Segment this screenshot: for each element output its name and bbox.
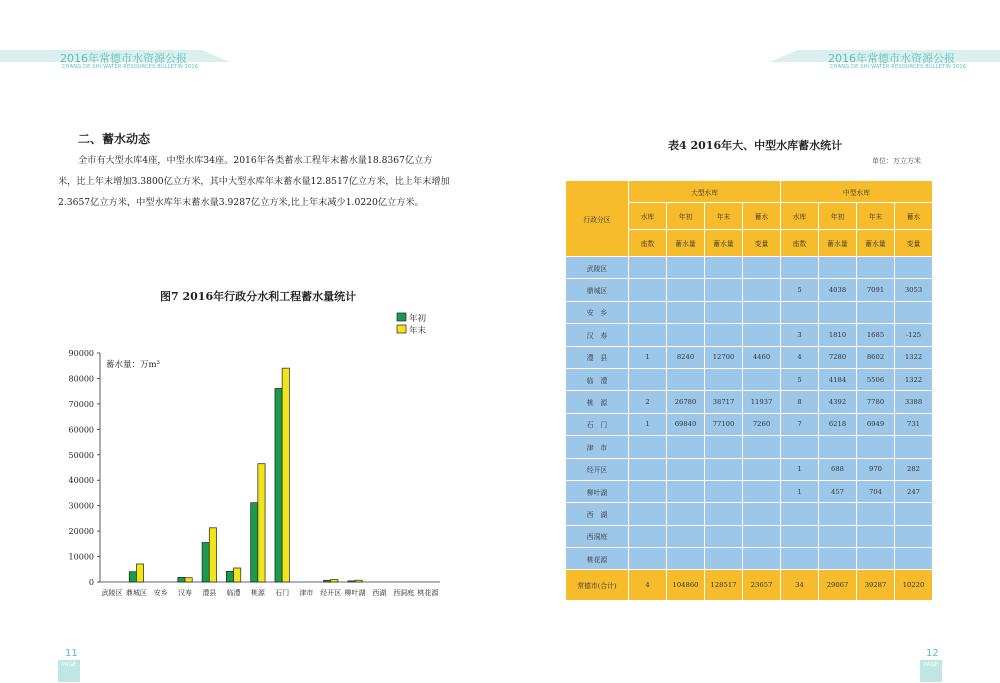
sub-header: 年末: [705, 203, 743, 230]
table-cell: [705, 257, 743, 279]
table-cell: [895, 257, 933, 279]
table-cell: 8602: [857, 346, 895, 368]
table-row: [566, 436, 933, 458]
total-cell: 29067: [819, 570, 857, 601]
x-tick-label: 西湖: [372, 589, 387, 597]
sub-header: 变量: [895, 230, 933, 257]
table-cell: 970: [857, 458, 895, 480]
sub-header: 年初: [819, 203, 857, 230]
y-tick-label: 20000: [68, 527, 94, 537]
col-district: 行政分区: [566, 181, 629, 257]
table-row: [566, 503, 933, 525]
table-row: [566, 548, 933, 570]
table-cell: [705, 436, 743, 458]
table-row: [566, 346, 933, 368]
table-cell: 731: [895, 413, 933, 435]
bar-begin: [275, 388, 282, 582]
table-cell: 3388: [895, 391, 933, 413]
row-district: 津 市: [566, 436, 629, 458]
table-cell: [819, 503, 857, 525]
y-tick-label: 70000: [68, 399, 94, 409]
bar-begin: [348, 581, 355, 582]
table-cell: 77100: [705, 413, 743, 435]
table-cell: 704: [857, 480, 895, 502]
table-cell: 4038: [819, 279, 857, 301]
table-cell: [667, 279, 705, 301]
x-tick-label: 鼎城区: [125, 589, 147, 597]
table-cell: 5506: [857, 368, 895, 390]
page-number-right: 12: [926, 648, 939, 659]
table-cell: 247: [895, 480, 933, 502]
bar-begin: [324, 580, 331, 582]
table-cell: [857, 436, 895, 458]
table-cell: [667, 480, 705, 502]
table-cell: [667, 257, 705, 279]
table-cell: [629, 503, 667, 525]
x-tick-label: 临澧: [226, 589, 241, 597]
table-cell: 7: [781, 413, 819, 435]
table-cell: 5: [781, 279, 819, 301]
table-cell: [629, 436, 667, 458]
table-cell: 457: [819, 480, 857, 502]
y-axis-label: 蓄水量：万m³: [106, 360, 160, 370]
table-cell: [857, 301, 895, 323]
row-district: 西 湖: [566, 503, 629, 525]
row-district: 汉 寿: [566, 324, 629, 346]
sub-header: 蓄水量: [857, 230, 895, 257]
bar-end: [355, 580, 362, 582]
legend-label: 年末: [409, 326, 427, 336]
reservoir-table: [565, 180, 933, 601]
bar-end: [136, 564, 143, 582]
bar-end: [331, 580, 338, 582]
table-row: [566, 301, 933, 323]
table-cell: [781, 503, 819, 525]
sub-header: 水库: [629, 203, 667, 230]
table-cell: 2: [629, 391, 667, 413]
table-cell: 69840: [667, 413, 705, 435]
row-district: 临 澧: [566, 368, 629, 390]
table-row: [566, 413, 933, 435]
table-cell: 1: [781, 480, 819, 502]
header-subtitle-right: CHANG DE SHI WATER RESOURCES BULLETIN 2016: [830, 64, 967, 70]
bar-begin: [226, 571, 233, 582]
table-cell: 1322: [895, 368, 933, 390]
x-tick-label: 汉寿: [178, 589, 192, 597]
y-tick-label: 30000: [68, 501, 94, 511]
row-district: 桃花源: [566, 548, 629, 570]
table-cell: 6949: [857, 413, 895, 435]
legend-label: 年初: [409, 314, 427, 324]
table-cell: [743, 257, 781, 279]
x-tick-label: 石门: [275, 589, 290, 597]
table-cell: 12700: [705, 346, 743, 368]
table-cell: [857, 525, 895, 547]
table-cell: [857, 503, 895, 525]
y-tick-label: 40000: [68, 476, 94, 486]
y-tick-label: 0: [88, 578, 94, 587]
table-cell: [743, 525, 781, 547]
table-cell: [857, 257, 895, 279]
table-cell: 282: [895, 458, 933, 480]
table-cell: [667, 368, 705, 390]
table-cell: [629, 480, 667, 502]
x-tick-label: 西洞庭: [393, 589, 415, 597]
table-cell: [781, 257, 819, 279]
table-cell: [667, 436, 705, 458]
total-cell: 34: [781, 570, 819, 601]
bar-end: [282, 368, 289, 582]
table-cell: 8: [781, 391, 819, 413]
y-tick-label: 50000: [68, 450, 94, 460]
table-cell: 4392: [819, 391, 857, 413]
table-cell: [667, 525, 705, 547]
table-cell: [819, 548, 857, 570]
table-cell: [705, 458, 743, 480]
x-tick-label: 桃源: [250, 589, 265, 597]
sub-header: 蓄水量: [819, 230, 857, 257]
total-cell: 128517: [705, 570, 743, 601]
table-cell: [781, 548, 819, 570]
table-cell: [629, 257, 667, 279]
table-cell: [743, 480, 781, 502]
body-paragraph: 全市有大型水库4座，中型水库34座。2016年各类蓄水工程年末蓄水量18.8367亿立方米，比上年末增加3.3800亿立方米，其中大型水库年末蓄水量12.8517亿立方米，比上年末增加2.3657亿立方米，中型水库年末蓄水量3.9287亿立方米,比上年末减少1.0220亿立方米。: [58, 155, 450, 208]
table-cell: [667, 301, 705, 323]
table-cell: 1322: [895, 346, 933, 368]
table-cell: [667, 324, 705, 346]
sub-header: 座数: [781, 230, 819, 257]
table-cell: [705, 301, 743, 323]
table-cell: 1: [629, 413, 667, 435]
table-cell: 3053: [895, 279, 933, 301]
table-cell: [705, 548, 743, 570]
table-cell: 3: [781, 324, 819, 346]
table-total-row: [566, 570, 933, 601]
table-cell: [629, 368, 667, 390]
figure-title: 图7 2016年行政分水利工程蓄水量统计: [160, 290, 357, 303]
bar-begin: [251, 503, 258, 582]
table-row: [566, 279, 933, 301]
table-row: [566, 480, 933, 502]
table-cell: [743, 301, 781, 323]
bar-end: [209, 528, 216, 582]
sub-header: 蓄水量: [705, 230, 743, 257]
row-district: 鼎城区: [566, 279, 629, 301]
table-cell: [629, 279, 667, 301]
table-cell: 5: [781, 368, 819, 390]
row-district: 安 乡: [566, 301, 629, 323]
y-tick-label: 60000: [68, 425, 94, 435]
table-cell: [705, 480, 743, 502]
sub-header: 变量: [743, 230, 781, 257]
group-medium: 中型水库: [781, 181, 933, 203]
table-title: 表4 2016年大、中型水库蓄水统计: [668, 139, 843, 152]
table-row: [566, 391, 933, 413]
table-cell: [629, 458, 667, 480]
table-cell: [667, 503, 705, 525]
table-cell: 4184: [819, 368, 857, 390]
table-cell: [781, 301, 819, 323]
table-cell: [895, 548, 933, 570]
table-cell: 26780: [667, 391, 705, 413]
table-cell: [781, 525, 819, 547]
table-cell: [743, 324, 781, 346]
x-tick-label: 柳叶湖: [344, 589, 366, 597]
table-cell: 38717: [705, 391, 743, 413]
table-cell: [819, 257, 857, 279]
bar-begin: [202, 543, 209, 582]
bar-begin: [129, 572, 136, 582]
table-cell: [705, 525, 743, 547]
x-tick-label: 武陵区: [101, 589, 123, 597]
table-cell: 4460: [743, 346, 781, 368]
header-title-left: 2016年常德市水资源公报: [60, 52, 187, 65]
total-cell: 104860: [667, 570, 705, 601]
row-district: 西洞庭: [566, 525, 629, 547]
total-cell: 4: [629, 570, 667, 601]
table-unit: 单位：万立方米: [872, 157, 921, 165]
table-cell: [629, 301, 667, 323]
table-cell: [819, 525, 857, 547]
table-cell: 7260: [743, 413, 781, 435]
table-cell: [629, 548, 667, 570]
page-badge-left: PAGE: [58, 660, 80, 682]
table-cell: [705, 503, 743, 525]
legend-swatch: [397, 325, 406, 333]
table-row: [566, 525, 933, 547]
table-cell: 1685: [857, 324, 895, 346]
total-cell: 39287: [857, 570, 895, 601]
row-district: 石 门: [566, 413, 629, 435]
table-row: [566, 257, 933, 279]
table-cell: [895, 503, 933, 525]
table-cell: -125: [895, 324, 933, 346]
table-cell: [743, 503, 781, 525]
total-cell: 23657: [743, 570, 781, 601]
table-cell: [743, 368, 781, 390]
table-cell: [743, 279, 781, 301]
table-cell: [667, 458, 705, 480]
table-row: [566, 324, 933, 346]
sub-header: 蓄水量: [667, 230, 705, 257]
total-cell: 10220: [895, 570, 933, 601]
sub-header: 水库: [781, 203, 819, 230]
y-tick-label: 10000: [68, 552, 94, 562]
section-title: 二、蓄水动态: [78, 132, 151, 146]
sub-header: 座数: [629, 230, 667, 257]
table-cell: [743, 548, 781, 570]
sub-header: 年初: [667, 203, 705, 230]
bar-begin: [178, 577, 185, 582]
total-label: 常德市(合计): [566, 570, 629, 601]
table-cell: 688: [819, 458, 857, 480]
x-tick-label: 安乡: [153, 589, 168, 597]
table-cell: 6218: [819, 413, 857, 435]
x-tick-label: 津市: [299, 589, 314, 597]
table-cell: 11937: [743, 391, 781, 413]
x-tick-label: 桃花源: [417, 589, 439, 597]
table-cell: [819, 436, 857, 458]
table-cell: [743, 436, 781, 458]
table-cell: [895, 301, 933, 323]
x-tick-label: 澧县: [202, 589, 217, 597]
row-district: 柳叶湖: [566, 480, 629, 502]
table-cell: [857, 548, 895, 570]
row-district: 澧 县: [566, 346, 629, 368]
legend-swatch: [397, 313, 406, 321]
sub-header: 蓄水: [895, 203, 933, 230]
page-badge-right: PAGE: [920, 660, 942, 682]
table-cell: 7780: [857, 391, 895, 413]
table-row: [566, 368, 933, 390]
table-cell: 1: [629, 346, 667, 368]
row-district: 桃 源: [566, 391, 629, 413]
bar-end: [258, 464, 265, 582]
page-number-left: 11: [65, 648, 78, 659]
table-cell: [705, 368, 743, 390]
bar-end: [234, 568, 241, 582]
table-cell: [781, 436, 819, 458]
table-cell: [895, 436, 933, 458]
bar-end: [185, 578, 192, 582]
table-cell: [819, 301, 857, 323]
x-tick-label: 经开区: [320, 589, 342, 597]
table-cell: [743, 458, 781, 480]
sub-header: 蓄水: [743, 203, 781, 230]
table-cell: 7091: [857, 279, 895, 301]
table-cell: 1: [781, 458, 819, 480]
table-cell: [705, 324, 743, 346]
y-tick-label: 80000: [68, 374, 94, 384]
y-tick-label: 90000: [68, 349, 94, 358]
table-row: [566, 458, 933, 480]
table-cell: 4: [781, 346, 819, 368]
header-title-right: 2016年常德市水资源公报: [828, 52, 955, 65]
table-cell: [629, 525, 667, 547]
header-subtitle-left: CHANG DE SHI WATER RESOURCES BULLETIN 2016: [62, 64, 199, 70]
sub-header: 年末: [857, 203, 895, 230]
row-district: 武陵区: [566, 257, 629, 279]
group-large: 大型水库: [629, 181, 781, 203]
table-cell: [705, 279, 743, 301]
table-cell: [667, 548, 705, 570]
table-cell: 1810: [819, 324, 857, 346]
table-cell: [629, 324, 667, 346]
row-district: 经开区: [566, 458, 629, 480]
table-cell: 7280: [819, 346, 857, 368]
table-cell: 8240: [667, 346, 705, 368]
storage-bar-chart: [60, 310, 445, 610]
table-cell: [895, 525, 933, 547]
